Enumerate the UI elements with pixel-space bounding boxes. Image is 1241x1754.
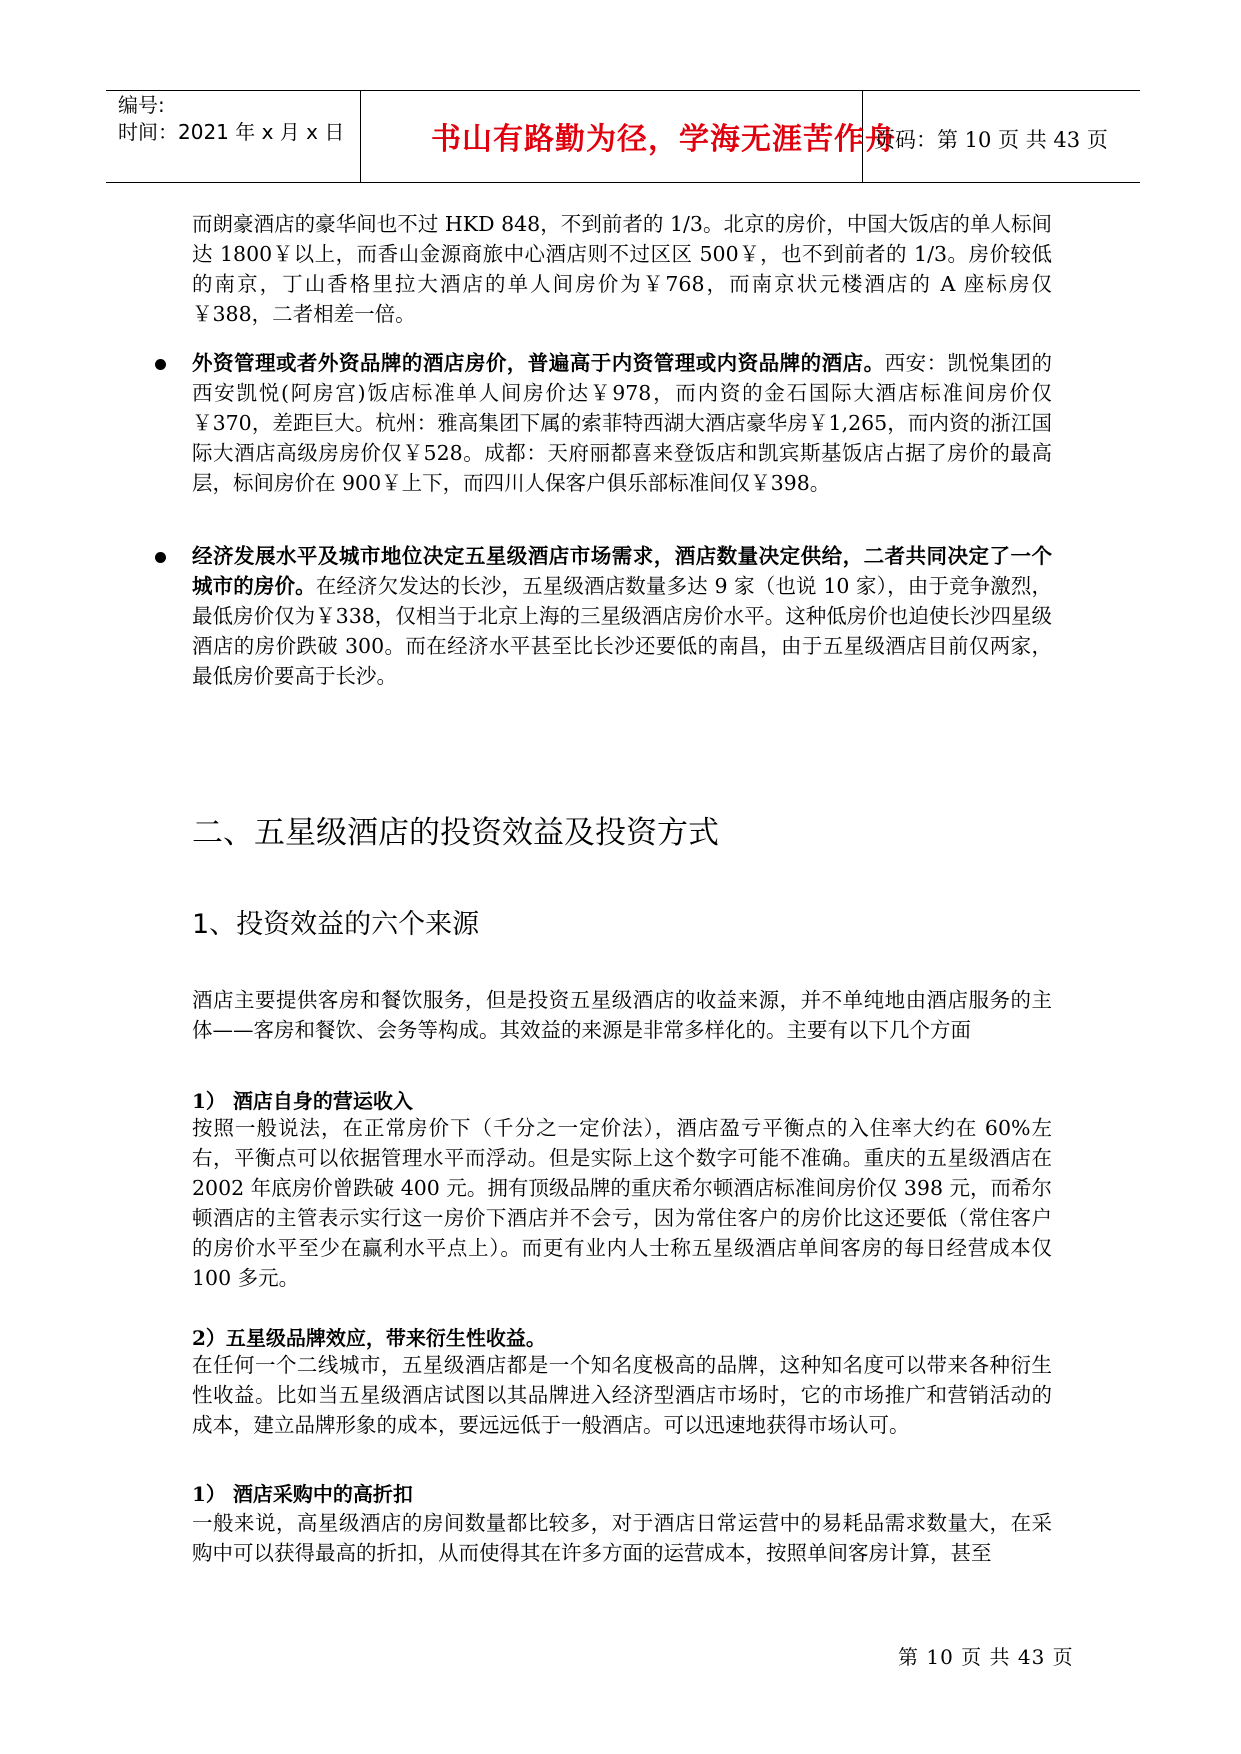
bullet-text: 在经济欠发达的长沙，五星级酒店数量多达 9 家（也说 10 家），由于竞争激烈，最低房价仅为￥338，仅相当于北京上海的三星级酒店房价水平。这种低房价也迫使长沙四星级酒店的房价跌破 300。而在经济水平甚至比长沙还要低的南昌，由于五星级酒店目前仅两家，最低房价要高于长沙。 [192, 574, 1052, 688]
item-heading: 1） 酒店采购中的高折扣 [192, 1482, 413, 1506]
header-meta [118, 92, 344, 146]
header-motto: 书山有路勤为径，学海无涯苦作舟 [431, 122, 896, 157]
header-page-info: 页码：第 10 页 共 43 页 [874, 128, 1108, 152]
bullet-text: 西安：凯悦集团的西安凯悦(阿房宫)饭店标准单人间房价达￥978，而内资的金石国际大酒店标准间房价仅￥370，差距巨大。杭州：雅高集团下属的索菲特西湖大酒店豪华房￥1,265，而内资的浙江国际大酒店高级房房价仅￥528。成都：天府丽都喜来登饭店和凯宾斯基饭店占据了房价的最高层，标间房价在 900￥上下，而四川人保客户俱乐部标准间仅￥398。 [192, 351, 1053, 495]
item-body: 按照一般说法，在正常房价下（千分之一定价法），酒店盈亏平衡点的入住率大约在 60%左右，平衡点可以依据管理水平而浮动。但是实际上这个数字可能不准确。重庆的五星级酒店在 2002 年底房价曾跌破 400 元。拥有顶级品牌的重庆希尔顿酒店标准间房价仅 398 元，而希尔顿酒店的主管表示实行这一房价下酒店并不会亏，因为常住客户的房价比这还要低（常住客户的房价水平至少在赢利水平点上）。而更有业内人士称五星级酒店单间客房的每日经营成本仅 100 多元。 [192, 1116, 1053, 1290]
bullet-paragraph [192, 348, 1052, 498]
bullet-icon [155, 552, 166, 563]
bullet-paragraph [192, 541, 1052, 691]
item-body: 在任何一个二线城市，五星级酒店都是一个知名度极高的品牌，这种知名度可以带来各种衍生性收益。比如当五星级酒店试图以其品牌进入经济型酒店市场时，它的市场推广和营销活动的成本，建立品牌形象的成本，要远远低于一般酒店。可以迅速地获得市场认可。 [192, 1353, 1052, 1437]
page-footer: 第 10 页 共 43 页 [898, 1645, 1074, 1669]
item-heading: 2）五星级品牌效应，带来衍生性收益。 [192, 1326, 546, 1350]
intro-paragraph: 而朗豪酒店的豪华间也不过 HKD 848，不到前者的 1/3。北京的房价，中国大饭店的单人标间达 1800￥以上，而香山金源商旅中心酒店则不过区区 500￥，也不到前者的 1/3。房价较低的南京，丁山香格里拉大酒店的单人间房价为￥768，而南京状元楼酒店的 A 座标房仅￥388，二者相差一倍。 [192, 212, 1052, 326]
header-time: 时间：2021 年 x 月 x 日 [118, 120, 345, 144]
header-divider-left [360, 90, 361, 183]
section-intro: 酒店主要提供客房和餐饮服务，但是投资五星级酒店的收益来源，并不单纯地由酒店服务的主体——客房和餐饮、会务等构成。其效益的来源是非常多样化的。主要有以下几个方面 [192, 988, 1052, 1042]
page-header [106, 90, 1140, 184]
bullet-icon [155, 359, 166, 370]
item-heading: 1） 酒店自身的营运收入 [192, 1089, 413, 1113]
header-bottom-rule [106, 182, 1140, 183]
section-title: 二、五星级酒店的投资效益及投资方式 [192, 815, 719, 851]
bullet-bold: 外资管理或者外资品牌的酒店房价，普遍高于内资管理或内资品牌的酒店。 [192, 351, 885, 375]
header-number: 编号: [118, 93, 165, 117]
item-body: 一般来说，高星级酒店的房间数量都比较多，对于酒店日常运营中的易耗品需求数量大，在采购中可以获得最高的折扣，从而使得其在许多方面的运营成本，按照单间客房计算，甚至 [192, 1511, 1052, 1565]
header-top-rule [106, 90, 1140, 91]
bullet-bold: 经济发展水平及城市地位决定五星级酒店市场需求，酒店数量决定供给，二者共同决定了一个城市的房价。 [192, 544, 1052, 598]
subsection-title: 1、投资效益的六个来源 [192, 909, 480, 940]
